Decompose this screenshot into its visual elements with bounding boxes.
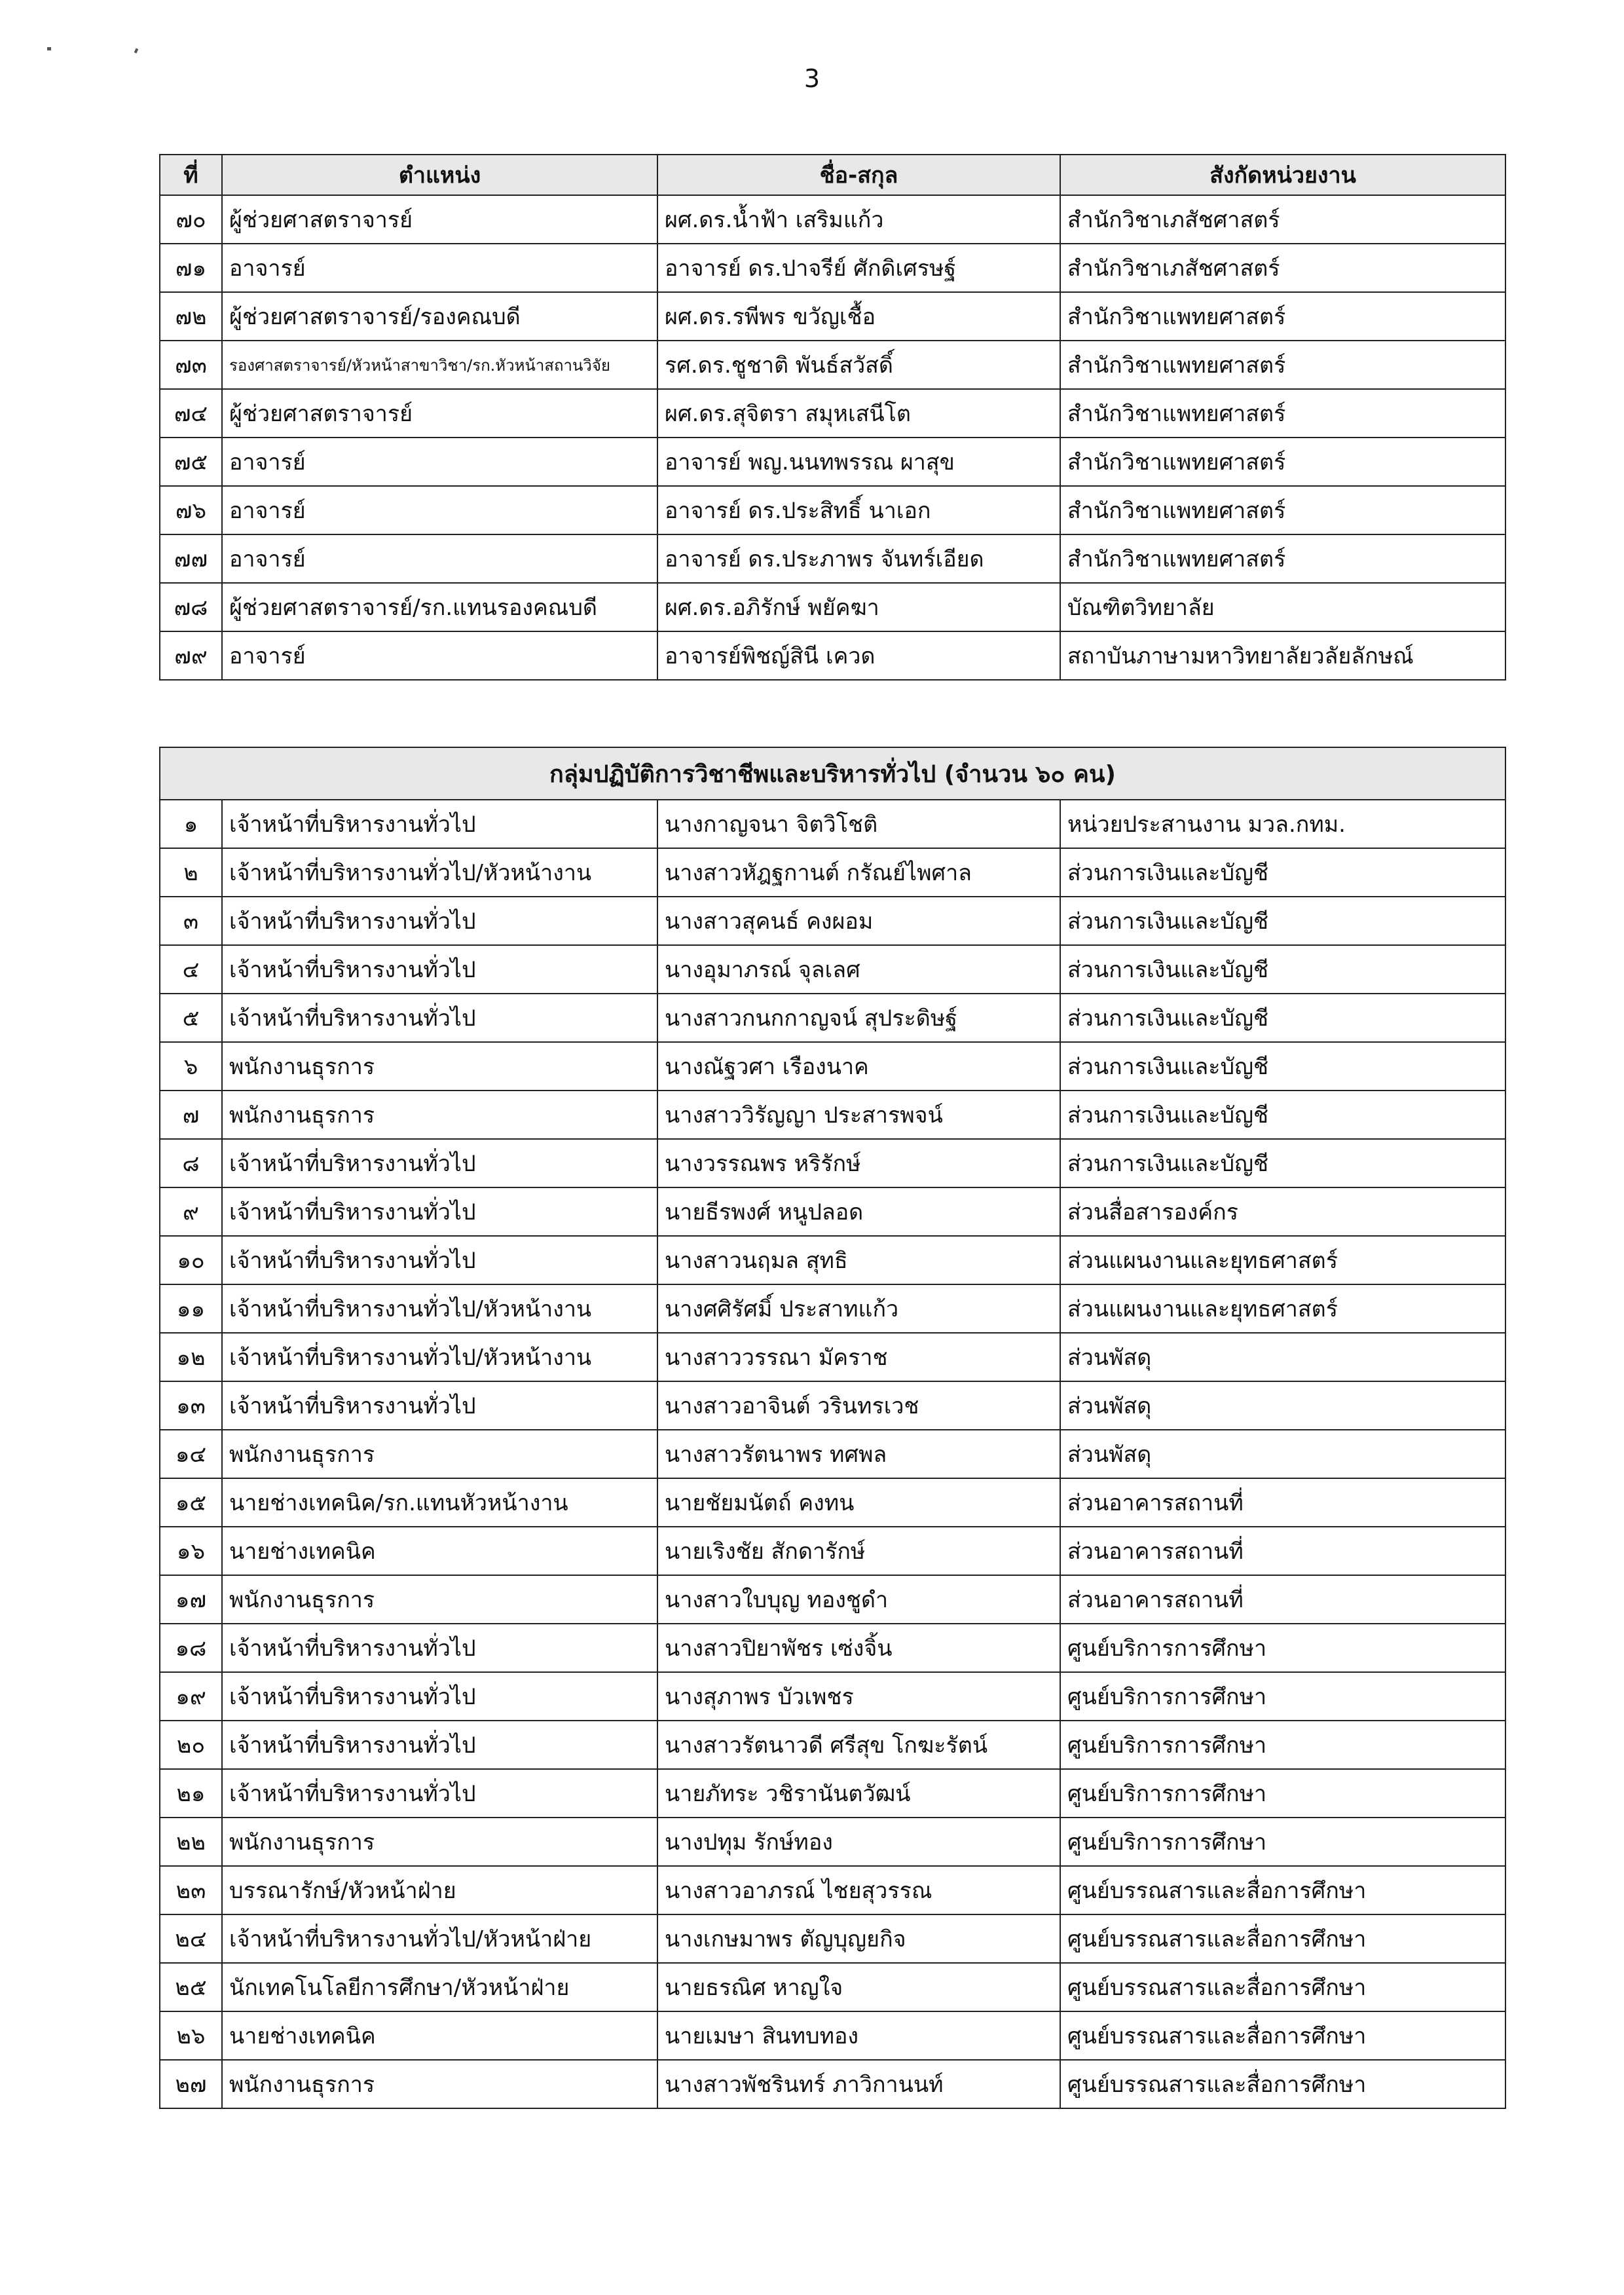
name-cell: นางสาวสุคนธ์ คงผอม [657, 897, 1060, 945]
row-number-cell: ๒๔ [160, 1914, 222, 1963]
table-row [160, 631, 1505, 680]
row-number-cell: ๑๓ [160, 1381, 222, 1430]
unit-cell: บัณฑิตวิทยาลัย [1060, 583, 1505, 631]
row-number-cell: ๒๓ [160, 1866, 222, 1914]
position-cell: นักเทคโนโลยีการศึกษา/หัวหน้าฝ่าย [222, 1963, 657, 2011]
row-number-cell: ๗๕ [160, 438, 222, 486]
row-number-cell: ๑๒ [160, 1333, 222, 1381]
position-cell: อาจารย์ [222, 438, 657, 486]
position-cell: อาจารย์ [222, 631, 657, 680]
row-number-cell: ๒๒ [160, 1818, 222, 1866]
position-cell: เจ้าหน้าที่บริหารงานทั่วไป/หัวหน้างาน [222, 1333, 657, 1381]
unit-cell: ส่วนอาคารสถานที่ [1060, 1527, 1505, 1575]
position-cell: พนักงานธุรการ [222, 1091, 657, 1139]
name-cell: นางสาววิรัญญา ประสารพจน์ [657, 1091, 1060, 1139]
row-number-cell: ๔ [160, 945, 222, 994]
position-cell: ผู้ช่วยศาสตราจารย์/รก.แทนรองคณบดี [222, 583, 657, 631]
table-row [160, 1284, 1505, 1333]
position-cell: เจ้าหน้าที่บริหารงานทั่วไป [222, 1624, 657, 1672]
table-row [160, 1187, 1505, 1236]
unit-cell: ศูนย์บริการการศึกษา [1060, 1769, 1505, 1818]
table-row [160, 1672, 1505, 1721]
name-cell: นางเกษมาพร ตัญบุญยกิจ [657, 1914, 1060, 1963]
name-cell: นายเมษา สินทบทอง [657, 2011, 1060, 2060]
table-row [160, 848, 1505, 897]
row-number-cell: ๑ [160, 800, 222, 848]
page-number: 3 [803, 64, 821, 93]
table-row [160, 1575, 1505, 1624]
name-cell: นางสาวนฤมล สุทธิ [657, 1236, 1060, 1284]
table-row [160, 1866, 1505, 1914]
unit-cell: ศูนย์บรรณสารและสื่อการศึกษา [1060, 1866, 1505, 1914]
position-cell: เจ้าหน้าที่บริหารงานทั่วไป [222, 945, 657, 994]
position-cell: เจ้าหน้าที่บริหารงานทั่วไป [222, 994, 657, 1042]
unit-cell: สำนักวิชาแพทยศาสตร์ [1060, 341, 1505, 389]
name-cell: ผศ.ดร.น้ำฟ้า เสริมแก้ว [657, 195, 1060, 244]
table-row [160, 1236, 1505, 1284]
row-number-cell: ๑๙ [160, 1672, 222, 1721]
table-row [160, 1478, 1505, 1527]
name-cell: นางสาวกนกกาญจน์ สุประดิษฐ์ [657, 994, 1060, 1042]
unit-cell: ส่วนการเงินและบัญชี [1060, 1042, 1505, 1091]
name-cell: นางสาวรัตนาพร ทศพล [657, 1430, 1060, 1478]
unit-cell: สำนักวิชาแพทยศาสตร์ [1060, 389, 1505, 438]
position-cell: อาจารย์ [222, 534, 657, 583]
unit-cell: หน่วยประสานงาน มวล.กทม. [1060, 800, 1505, 848]
table-row [160, 2060, 1505, 2108]
group-header-row [160, 747, 1505, 800]
column-header-name: ชื่อ-สกุล [657, 155, 1060, 195]
unit-cell: ส่วนการเงินและบัญชี [1060, 897, 1505, 945]
name-cell: ผศ.ดร.รพีพร ขวัญเชื้อ [657, 292, 1060, 341]
row-number-cell: ๗๗ [160, 534, 222, 583]
table-row [160, 1963, 1505, 2011]
name-cell: ผศ.ดร.อภิรักษ์ พยัคฆา [657, 583, 1060, 631]
table-row [160, 1042, 1505, 1091]
table-row [160, 994, 1505, 1042]
unit-cell: สำนักวิชาแพทยศาสตร์ [1060, 292, 1505, 341]
position-cell: นายช่างเทคนิค/รก.แทนหัวหน้างาน [222, 1478, 657, 1527]
name-cell: นางอุมาภรณ์ จุลเลศ [657, 945, 1060, 994]
unit-cell: ศูนย์บริการการศึกษา [1060, 1624, 1505, 1672]
row-number-cell: ๗๒ [160, 292, 222, 341]
staff-table [159, 747, 1506, 2109]
table-row [160, 1381, 1505, 1430]
unit-cell: ส่วนอาคารสถานที่ [1060, 1575, 1505, 1624]
position-cell: เจ้าหน้าที่บริหารงานทั่วไป [222, 897, 657, 945]
row-number-cell: ๙ [160, 1187, 222, 1236]
position-cell: เจ้าหน้าที่บริหารงานทั่วไป [222, 1139, 657, 1187]
position-cell: เจ้าหน้าที่บริหารงานทั่วไป [222, 1187, 657, 1236]
unit-cell: ศูนย์บรรณสารและสื่อการศึกษา [1060, 2060, 1505, 2108]
unit-cell: ส่วนอาคารสถานที่ [1060, 1478, 1505, 1527]
table-row [160, 2011, 1505, 2060]
name-cell: นางสาวหัฎฐกานต์ กรัณย์ไพศาล [657, 848, 1060, 897]
table-row [160, 1818, 1505, 1866]
row-number-cell: ๑๔ [160, 1430, 222, 1478]
position-cell: เจ้าหน้าที่บริหารงานทั่วไป [222, 1236, 657, 1284]
name-cell: นายเริงชัย สักดารักษ์ [657, 1527, 1060, 1575]
position-cell: พนักงานธุรการ [222, 1042, 657, 1091]
position-cell: เจ้าหน้าที่บริหารงานทั่วไป [222, 1672, 657, 1721]
table-row [160, 341, 1505, 389]
position-cell: อาจารย์ [222, 244, 657, 292]
row-number-cell: ๗๙ [160, 631, 222, 680]
table-row [160, 389, 1505, 438]
unit-cell: ส่วนพัสดุ [1060, 1430, 1505, 1478]
row-number-cell: ๒๕ [160, 1963, 222, 2011]
table-row [160, 897, 1505, 945]
unit-cell: ส่วนพัสดุ [1060, 1333, 1505, 1381]
name-cell: รศ.ดร.ชูชาติ พันธ์สวัสดิ์ [657, 341, 1060, 389]
position-cell: พนักงานธุรการ [222, 1575, 657, 1624]
unit-cell: ศูนย์บริการการศึกษา [1060, 1818, 1505, 1866]
column-header-no: ที่ [160, 155, 222, 195]
unit-cell: ส่วนการเงินและบัญชี [1060, 848, 1505, 897]
table-row [160, 945, 1505, 994]
row-number-cell: ๗๖ [160, 486, 222, 534]
unit-cell: ส่วนแผนงานและยุทธศาสตร์ [1060, 1284, 1505, 1333]
name-cell: นายธีรพงศ์ หนูปลอด [657, 1187, 1060, 1236]
name-cell: นางศศิรัศมิ์ ประสาทแก้ว [657, 1284, 1060, 1333]
position-cell: เจ้าหน้าที่บริหารงานทั่วไป/หัวหน้างาน [222, 848, 657, 897]
table-header-row [160, 155, 1505, 195]
scan-mark [134, 48, 139, 53]
column-header-unit: สังกัดหน่วยงาน [1060, 155, 1505, 195]
row-number-cell: ๑๗ [160, 1575, 222, 1624]
row-number-cell: ๑๖ [160, 1527, 222, 1575]
row-number-cell: ๑๕ [160, 1478, 222, 1527]
position-cell: เจ้าหน้าที่บริหารงานทั่วไป [222, 1769, 657, 1818]
name-cell: นางณัฐวศา เรืองนาค [657, 1042, 1060, 1091]
position-cell: บรรณารักษ์/หัวหน้าฝ่าย [222, 1866, 657, 1914]
name-cell: นางสุภาพร บัวเพชร [657, 1672, 1060, 1721]
name-cell: อาจารย์ ดร.ประภาพร จันทร์เอียด [657, 534, 1060, 583]
unit-cell: สำนักวิชาแพทยศาสตร์ [1060, 438, 1505, 486]
position-cell: อาจารย์ [222, 486, 657, 534]
unit-cell: ส่วนการเงินและบัญชี [1060, 1091, 1505, 1139]
unit-cell: ศูนย์บรรณสารและสื่อการศึกษา [1060, 1914, 1505, 1963]
unit-cell: ส่วนการเงินและบัญชี [1060, 945, 1505, 994]
table-row [160, 1914, 1505, 1963]
unit-cell: สำนักวิชาเภสัชศาสตร์ [1060, 195, 1505, 244]
unit-cell: สถาบันภาษามหาวิทยาลัยวลัยลักษณ์ [1060, 631, 1505, 680]
name-cell: นายธรณิศ หาญใจ [657, 1963, 1060, 2011]
name-cell: นางสาวรัตนาวดี ศรีสุข โกฆะรัตน์ [657, 1721, 1060, 1769]
unit-cell: ศูนย์บรรณสารและสื่อการศึกษา [1060, 2011, 1505, 2060]
unit-cell: ส่วนการเงินและบัญชี [1060, 994, 1505, 1042]
unit-cell: ศูนย์บริการการศึกษา [1060, 1721, 1505, 1769]
position-cell: เจ้าหน้าที่บริหารงานทั่วไป [222, 1721, 657, 1769]
row-number-cell: ๒๖ [160, 2011, 222, 2060]
table-row [160, 534, 1505, 583]
name-cell: นางปทุม รักษ์ทอง [657, 1818, 1060, 1866]
name-cell: นางสาวอาจินต์ วรินทรเวช [657, 1381, 1060, 1430]
position-cell: ผู้ช่วยศาสตราจารย์ [222, 195, 657, 244]
scan-mark [47, 47, 51, 50]
faculty-table [159, 154, 1506, 681]
name-cell: อาจารย์ พญ.นนทพรรณ ผาสุข [657, 438, 1060, 486]
group-title: กลุ่มปฏิบัติการวิชาชีพและบริหารทั่วไป (จำนวน ๖๐ คน) [160, 747, 1505, 800]
name-cell: นางสาวปิยาพัชร เซ่งจิ้น [657, 1624, 1060, 1672]
table-row [160, 1430, 1505, 1478]
table-row [160, 292, 1505, 341]
position-cell: เจ้าหน้าที่บริหารงานทั่วไป/หัวหน้างาน [222, 1284, 657, 1333]
table-row [160, 486, 1505, 534]
position-cell: เจ้าหน้าที่บริหารงานทั่วไป [222, 1381, 657, 1430]
name-cell: นางสาววรรณา มัคราช [657, 1333, 1060, 1381]
unit-cell: สำนักวิชาเภสัชศาสตร์ [1060, 244, 1505, 292]
row-number-cell: ๓ [160, 897, 222, 945]
row-number-cell: ๑๘ [160, 1624, 222, 1672]
table-row [160, 1624, 1505, 1672]
row-number-cell: ๒๐ [160, 1721, 222, 1769]
position-cell: พนักงานธุรการ [222, 1818, 657, 1866]
name-cell: นางสาวใบบุญ ทองชูดำ [657, 1575, 1060, 1624]
row-number-cell: ๗ [160, 1091, 222, 1139]
table-row [160, 1139, 1505, 1187]
name-cell: อาจารย์ ดร.ปาจรีย์ ศักดิเศรษฐ์ [657, 244, 1060, 292]
row-number-cell: ๒ [160, 848, 222, 897]
position-cell: เจ้าหน้าที่บริหารงานทั่วไป [222, 800, 657, 848]
table-row [160, 1721, 1505, 1769]
row-number-cell: ๗๐ [160, 195, 222, 244]
unit-cell: ศูนย์บริการการศึกษา [1060, 1672, 1505, 1721]
unit-cell: ส่วนพัสดุ [1060, 1381, 1505, 1430]
row-number-cell: ๕ [160, 994, 222, 1042]
row-number-cell: ๒๗ [160, 2060, 222, 2108]
name-cell: นางวรรณพร หริรักษ์ [657, 1139, 1060, 1187]
column-header-position: ตำแหน่ง [222, 155, 657, 195]
name-cell: อาจารย์พิชญ์สินี เควด [657, 631, 1060, 680]
unit-cell: ศูนย์บรรณสารและสื่อการศึกษา [1060, 1963, 1505, 2011]
table-row [160, 1333, 1505, 1381]
row-number-cell: ๗๑ [160, 244, 222, 292]
position-cell: ผู้ช่วยศาสตราจารย์ [222, 389, 657, 438]
position-cell: นายช่างเทคนิค [222, 2011, 657, 2060]
table-row [160, 438, 1505, 486]
position-cell: ผู้ช่วยศาสตราจารย์/รองคณบดี [222, 292, 657, 341]
name-cell: นางกาญจนา จิตวิโชติ [657, 800, 1060, 848]
name-cell: นายภัทระ วชิรานันตวัฒน์ [657, 1769, 1060, 1818]
position-cell: พนักงานธุรการ [222, 2060, 657, 2108]
row-number-cell: ๗๔ [160, 389, 222, 438]
table-row [160, 583, 1505, 631]
table-row [160, 1527, 1505, 1575]
position-cell: รองศาสตราจารย์/หัวหน้าสาขาวิชา/รก.หัวหน้าสถานวิจัย [222, 341, 657, 389]
name-cell: นายชัยมนัตถ์ คงทน [657, 1478, 1060, 1527]
row-number-cell: ๑๐ [160, 1236, 222, 1284]
unit-cell: สำนักวิชาแพทยศาสตร์ [1060, 486, 1505, 534]
unit-cell: ส่วนแผนงานและยุทธศาสตร์ [1060, 1236, 1505, 1284]
row-number-cell: ๒๑ [160, 1769, 222, 1818]
row-number-cell: ๗๘ [160, 583, 222, 631]
position-cell: เจ้าหน้าที่บริหารงานทั่วไป/หัวหน้าฝ่าย [222, 1914, 657, 1963]
row-number-cell: ๖ [160, 1042, 222, 1091]
table-row [160, 1769, 1505, 1818]
name-cell: นางสาวอาภรณ์ ไชยสุวรรณ [657, 1866, 1060, 1914]
unit-cell: สำนักวิชาแพทยศาสตร์ [1060, 534, 1505, 583]
row-number-cell: ๗๓ [160, 341, 222, 389]
name-cell: นางสาวพัชรินทร์ ภาวิกานนท์ [657, 2060, 1060, 2108]
unit-cell: ส่วนการเงินและบัญชี [1060, 1139, 1505, 1187]
position-cell: นายช่างเทคนิค [222, 1527, 657, 1575]
table-row [160, 800, 1505, 848]
name-cell: อาจารย์ ดร.ประสิทธิ์ นาเอก [657, 486, 1060, 534]
position-cell: พนักงานธุรการ [222, 1430, 657, 1478]
row-number-cell: ๘ [160, 1139, 222, 1187]
table-row [160, 244, 1505, 292]
name-cell: ผศ.ดร.สุจิตรา สมุหเสนีโต [657, 389, 1060, 438]
unit-cell: ส่วนสื่อสารองค์กร [1060, 1187, 1505, 1236]
row-number-cell: ๑๑ [160, 1284, 222, 1333]
table-row [160, 1091, 1505, 1139]
table-row [160, 195, 1505, 244]
